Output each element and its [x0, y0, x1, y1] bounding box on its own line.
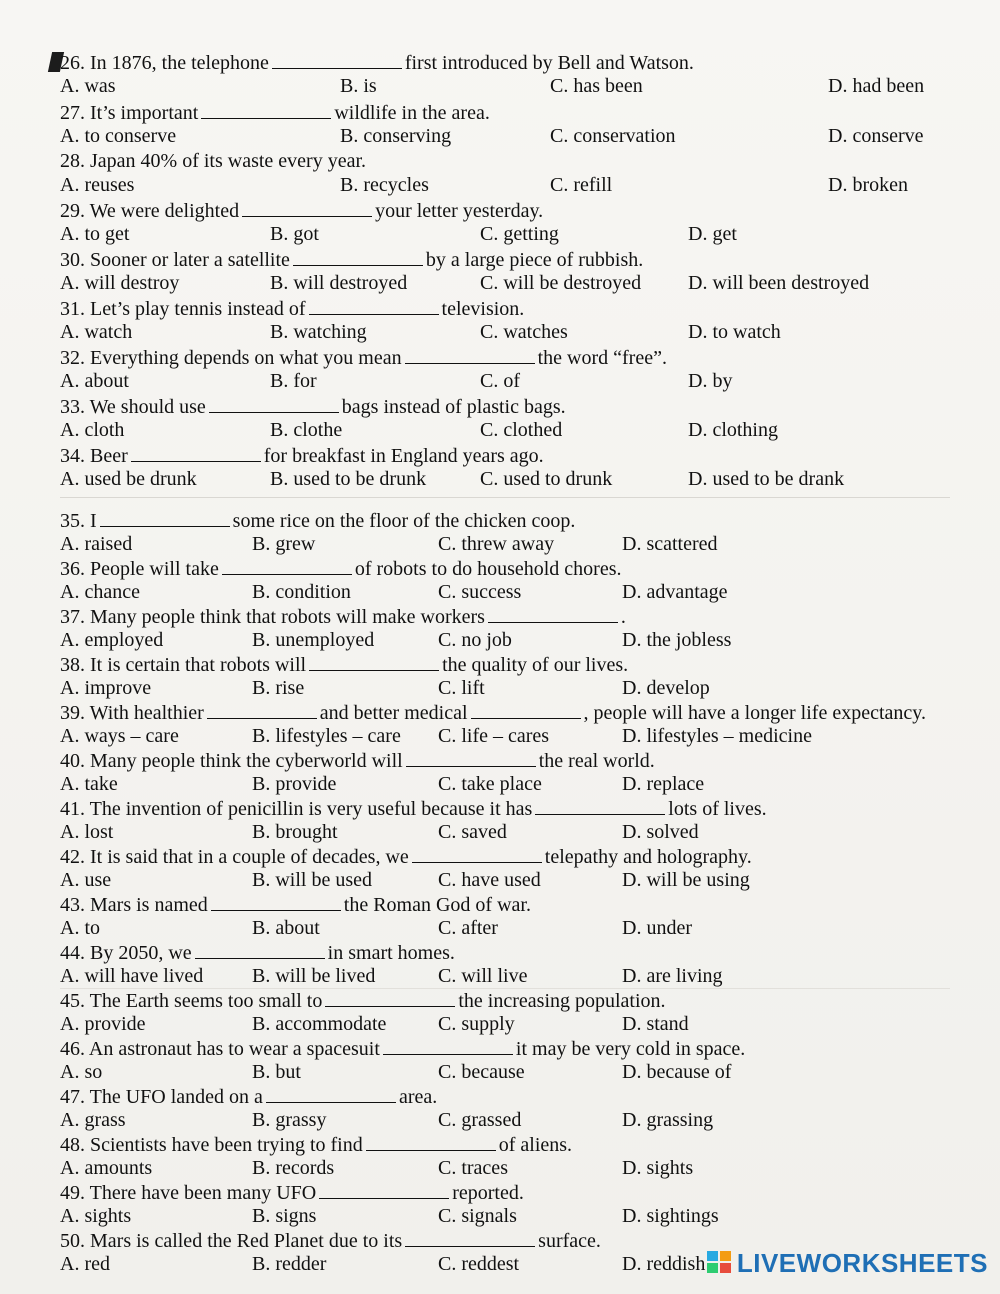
stem-text: 49. There have been many UFO — [60, 1182, 317, 1204]
answer-blank[interactable] — [319, 1180, 449, 1199]
stem-text: 29. We were delighted — [60, 200, 240, 222]
answer-blank[interactable] — [309, 296, 439, 315]
answer-option-b[interactable]: B. recycles — [340, 174, 429, 196]
question-stem — [60, 1228, 601, 1252]
answer-option-a[interactable]: A. provide — [60, 1013, 146, 1035]
answer-blank[interactable] — [201, 100, 331, 119]
answer-blank[interactable] — [405, 345, 535, 364]
answer-blank[interactable] — [488, 604, 618, 623]
stem-text: for breakfast in England years ago. — [263, 445, 544, 467]
stem-text: 46. An astronaut has to wear a spacesuit — [60, 1038, 380, 1060]
answer-option-d[interactable]: D. advantage — [622, 581, 728, 603]
answer-option-b[interactable]: B. provide — [252, 773, 337, 795]
question-stem — [60, 1084, 437, 1108]
answer-option-d[interactable]: D. clothing — [688, 419, 778, 441]
question-stem — [60, 988, 666, 1012]
answer-option-c[interactable]: C. conservation — [550, 125, 676, 147]
answer-option-a[interactable]: A. was — [60, 75, 116, 97]
answer-option-a[interactable]: A. take — [60, 773, 118, 795]
stem-text: 35. I — [60, 510, 97, 532]
answer-option-b[interactable]: B. will be used — [252, 869, 372, 891]
question-item — [60, 844, 990, 892]
answer-option-c[interactable]: C. take place — [438, 773, 542, 795]
question-stem — [60, 556, 622, 580]
question-stem — [60, 1180, 524, 1204]
question-item — [60, 296, 990, 344]
stem-text: 31. Let’s play tennis instead of — [60, 298, 306, 320]
answer-option-b[interactable]: B. accommodate — [252, 1013, 387, 1035]
stem-text: the word “free”. — [537, 347, 667, 369]
stem-text: in smart homes. — [327, 942, 455, 964]
stem-text: your letter yesterday. — [375, 200, 544, 222]
answer-option-b[interactable]: B. watching — [270, 321, 367, 343]
question-item — [60, 345, 990, 393]
stem-text: 45. The Earth seems too small to — [60, 990, 323, 1012]
stem-text: 33. We should use — [60, 396, 206, 418]
question-item — [60, 1132, 990, 1180]
question-item — [60, 247, 990, 295]
stem-text: 32. Everything depends on what you mean — [60, 347, 402, 369]
answer-blank[interactable] — [222, 556, 352, 575]
question-stem — [60, 345, 667, 369]
answer-option-b[interactable]: B. will be lived — [252, 965, 376, 987]
answer-option-b[interactable]: B. signs — [252, 1205, 317, 1227]
question-item — [60, 604, 990, 652]
question-stem — [60, 443, 544, 467]
stem-text: the increasing population. — [458, 990, 666, 1012]
answer-option-c[interactable]: C. watches — [480, 321, 568, 343]
answer-blank[interactable] — [242, 198, 372, 217]
answer-option-b[interactable]: B. will destroyed — [270, 272, 408, 294]
question-item — [60, 1084, 990, 1132]
question-item — [60, 652, 990, 700]
stem-text: . — [620, 606, 626, 628]
answer-option-a[interactable]: A. raised — [60, 533, 133, 555]
answer-option-a[interactable]: A. lost — [60, 821, 114, 843]
answer-blank[interactable] — [195, 940, 325, 959]
question-item — [60, 988, 990, 1036]
stem-text: reported. — [452, 1182, 524, 1204]
answer-option-a[interactable]: A. to — [60, 917, 100, 939]
answer-option-d[interactable]: D. to watch — [688, 321, 781, 343]
answer-option-d[interactable]: D. scattered — [622, 533, 718, 555]
answer-option-c[interactable]: C. getting — [480, 223, 559, 245]
answer-option-d[interactable]: D. get — [688, 223, 737, 245]
answer-option-b[interactable]: B. but — [252, 1061, 301, 1083]
answer-blank[interactable] — [405, 1228, 535, 1247]
answer-option-b[interactable]: B. used to be drunk — [270, 468, 427, 490]
answer-option-a[interactable]: A. used be drunk — [60, 468, 197, 490]
question-item — [60, 940, 990, 988]
question-stem — [60, 100, 490, 124]
answer-option-a[interactable]: A. to get — [60, 223, 130, 245]
answer-option-b[interactable]: B. condition — [252, 581, 351, 603]
stem-text: area. — [398, 1086, 438, 1108]
stem-text: 50. Mars is called the Red Planet due to its — [60, 1230, 403, 1252]
answer-blank[interactable] — [211, 892, 341, 911]
stem-text: bags instead of plastic bags. — [341, 396, 566, 418]
answer-blank[interactable] — [325, 988, 455, 1007]
answer-option-d[interactable]: D. will been destroyed — [688, 272, 870, 294]
question-item — [60, 508, 990, 556]
question-stem — [60, 748, 655, 772]
question-stem — [60, 198, 543, 222]
stem-text: the quality of our lives. — [442, 654, 629, 676]
question-stem — [60, 604, 626, 628]
answer-option-c[interactable]: C. traces — [438, 1157, 508, 1179]
answer-option-d[interactable]: D. because of — [622, 1061, 732, 1083]
stem-text: the Roman God of war. — [343, 894, 531, 916]
answer-option-b[interactable]: B. grassy — [252, 1109, 327, 1131]
answer-option-a[interactable]: A. employed — [60, 629, 164, 651]
question-item — [60, 700, 990, 748]
question-stem — [60, 296, 524, 320]
answer-option-c[interactable]: C. success — [438, 581, 522, 603]
question-stem — [60, 652, 628, 676]
answer-option-a[interactable]: A. so — [60, 1061, 103, 1083]
answer-option-d[interactable]: D. sightings — [622, 1205, 719, 1227]
stem-text: 37. Many people think that robots will make workers — [60, 606, 485, 628]
answer-blank[interactable] — [293, 247, 423, 266]
answer-option-a[interactable]: A. to conserve — [60, 125, 177, 147]
answer-option-a[interactable]: A. ways – care — [60, 725, 179, 747]
answer-option-c[interactable]: C. threw away — [438, 533, 555, 555]
answer-option-c[interactable]: C. after — [438, 917, 498, 939]
answer-option-c[interactable]: C. supply — [438, 1013, 515, 1035]
answer-option-d[interactable]: D. by — [688, 370, 733, 392]
answer-blank[interactable] — [100, 508, 230, 527]
question-item — [60, 556, 990, 604]
answer-option-c[interactable]: C. signals — [438, 1205, 517, 1227]
answer-option-d[interactable]: D. sights — [622, 1157, 694, 1179]
answer-option-c[interactable]: C. saved — [438, 821, 507, 843]
answer-option-a[interactable]: A. will destroy — [60, 272, 180, 294]
stem-text: some rice on the floor of the chicken coop. — [232, 510, 576, 532]
stem-text: wildlife in the area. — [334, 102, 490, 124]
question-item — [60, 394, 990, 442]
answer-option-b[interactable]: B. lifestyles – care — [252, 725, 401, 747]
answer-option-b[interactable]: B. rise — [252, 677, 305, 699]
answer-option-a[interactable]: A. use — [60, 869, 112, 891]
stem-text: 48. Scientists have been trying to find — [60, 1134, 363, 1156]
stem-text: , people will have a longer life expectancy. — [583, 702, 926, 724]
stem-text: the real world. — [538, 750, 655, 772]
question-item — [60, 100, 990, 148]
stem-text: television. — [441, 298, 525, 320]
answer-blank[interactable] — [366, 1132, 496, 1151]
answer-blank[interactable] — [406, 748, 536, 767]
stem-text: surface. — [538, 1230, 601, 1252]
question-stem — [60, 844, 752, 868]
logo-text: LIVEWORKSHEETS — [736, 1247, 988, 1278]
answer-option-b[interactable]: B. brought — [252, 821, 338, 843]
stem-text: 38. It is certain that robots will — [60, 654, 307, 676]
answer-option-d[interactable]: D. reddish — [622, 1253, 706, 1275]
answer-option-c[interactable]: C. have used — [438, 869, 541, 891]
stem-text: 36. People will take — [60, 558, 219, 580]
question-stem — [60, 1036, 745, 1060]
answer-option-d[interactable]: D. are living — [622, 965, 723, 987]
answer-option-a[interactable]: A. reuses — [60, 174, 135, 196]
answer-option-b[interactable]: B. is — [340, 75, 377, 97]
stem-text: 30. Sooner or later a satellite — [60, 249, 290, 271]
answer-option-a[interactable]: A. sights — [60, 1205, 132, 1227]
stem-text: 43. Mars is named — [60, 894, 208, 916]
question-stem — [60, 149, 366, 173]
answer-option-d[interactable]: D. stand — [622, 1013, 689, 1035]
answer-option-c[interactable]: C. will be destroyed — [480, 272, 642, 294]
liveworksheets-logo — [707, 1248, 988, 1278]
answer-blank[interactable] — [309, 652, 439, 671]
stem-text: of aliens. — [498, 1134, 573, 1156]
question-item — [60, 748, 990, 796]
answer-option-d[interactable]: D. solved — [622, 821, 699, 843]
stem-text: 40. Many people think the cyberworld will — [60, 750, 403, 772]
answer-option-d[interactable]: D. under — [622, 917, 692, 939]
answer-option-d[interactable]: D. broken — [828, 174, 908, 196]
answer-blank[interactable] — [209, 394, 339, 413]
answer-option-a[interactable]: A. will have lived — [60, 965, 204, 987]
stem-text: lots of lives. — [668, 798, 767, 820]
stem-text: it may be very cold in space. — [515, 1038, 746, 1060]
question-stem — [60, 1132, 572, 1156]
answer-option-d[interactable]: D. the jobless — [622, 629, 732, 651]
answer-option-d[interactable]: D. will be using — [622, 869, 750, 891]
question-item — [60, 892, 990, 940]
stem-text: 42. It is said that in a couple of decades, we — [60, 846, 409, 868]
answer-option-a[interactable]: A. amounts — [60, 1157, 153, 1179]
question-stem — [60, 700, 926, 724]
answer-option-b[interactable]: B. got — [270, 223, 319, 245]
answer-option-a[interactable]: A. improve — [60, 677, 152, 699]
answer-option-a[interactable]: A. grass — [60, 1109, 126, 1131]
answer-option-d[interactable]: D. had been — [828, 75, 925, 97]
answer-option-a[interactable]: A. about — [60, 370, 129, 392]
stem-text: of robots to do household chores. — [354, 558, 622, 580]
question-item — [60, 1180, 990, 1228]
answer-option-c[interactable]: C. refill — [550, 174, 613, 196]
stem-text: 26. In 1876, the telephone — [60, 52, 269, 74]
question-stem — [60, 940, 455, 964]
answer-option-d[interactable]: D. grassing — [622, 1109, 714, 1131]
question-item — [60, 796, 990, 844]
answer-option-c[interactable]: C. clothed — [480, 419, 563, 441]
answer-option-b[interactable]: B. unemployed — [252, 629, 375, 651]
stem-text: by a large piece of rubbish. — [425, 249, 644, 271]
answer-blank[interactable] — [383, 1036, 513, 1055]
answer-blank[interactable] — [131, 443, 261, 462]
answer-option-d[interactable]: D. lifestyles – medicine — [622, 725, 812, 747]
answer-option-c[interactable]: C. reddest — [438, 1253, 520, 1275]
question-stem — [60, 892, 531, 916]
answer-option-b[interactable]: B. about — [252, 917, 320, 939]
stem-text: telepathy and holography. — [544, 846, 752, 868]
stem-text: 44. By 2050, we — [60, 942, 192, 964]
stem-text: and better medical — [319, 702, 468, 724]
question-item — [60, 443, 990, 491]
answer-option-a[interactable]: A. cloth — [60, 419, 125, 441]
answer-option-c[interactable]: C. no job — [438, 629, 512, 651]
question-stem — [60, 508, 575, 532]
answer-option-c[interactable]: C. lift — [438, 677, 485, 699]
answer-option-c[interactable]: C. grassed — [438, 1109, 522, 1131]
answer-blank[interactable] — [535, 796, 665, 815]
answer-option-c[interactable]: C. of — [480, 370, 520, 392]
answer-option-a[interactable]: A. watch — [60, 321, 133, 343]
answer-option-c[interactable]: C. has been — [550, 75, 643, 97]
answer-option-a[interactable]: A. chance — [60, 581, 140, 603]
answer-blank[interactable] — [272, 50, 402, 69]
answer-option-d[interactable]: D. replace — [622, 773, 705, 795]
answer-option-c[interactable]: C. life – cares — [438, 725, 550, 747]
stem-text: 34. Beer — [60, 445, 128, 467]
stem-text: 47. The UFO landed on a — [60, 1086, 263, 1108]
answer-option-a[interactable]: A. red — [60, 1253, 110, 1275]
answer-option-b[interactable]: B. records — [252, 1157, 335, 1179]
liveworksheets-logo-icon — [707, 1251, 733, 1275]
answer-option-b[interactable]: B. redder — [252, 1253, 327, 1275]
answer-blank[interactable] — [266, 1084, 396, 1103]
answer-blank[interactable] — [471, 700, 581, 719]
section-divider — [60, 497, 950, 498]
answer-blank[interactable] — [412, 844, 542, 863]
question-item — [60, 198, 990, 246]
answer-option-c[interactable]: C. will live — [438, 965, 528, 987]
answer-option-c[interactable]: C. used to drunk — [480, 468, 613, 490]
question-stem — [60, 247, 643, 271]
answer-option-b[interactable]: B. grew — [252, 533, 316, 555]
stem-text: 28. Japan 40% of its waste every year. — [60, 150, 367, 172]
stem-text: 41. The invention of penicillin is very useful because it has — [60, 798, 533, 820]
question-stem — [60, 796, 767, 820]
question-item — [60, 50, 990, 98]
answer-option-d[interactable]: D. develop — [622, 677, 710, 699]
answer-option-d[interactable]: D. used to be drank — [688, 468, 845, 490]
answer-option-c[interactable]: C. because — [438, 1061, 525, 1083]
answer-option-b[interactable]: B. clothe — [270, 419, 343, 441]
answer-option-d[interactable]: D. conserve — [828, 125, 924, 147]
stem-text: 39. With healthier — [60, 702, 204, 724]
answer-blank[interactable] — [207, 700, 317, 719]
question-stem — [60, 394, 566, 418]
question-item — [60, 1036, 990, 1084]
answer-option-b[interactable]: B. conserving — [340, 125, 452, 147]
answer-option-b[interactable]: B. for — [270, 370, 317, 392]
stem-text: 27. It’s important — [60, 102, 199, 124]
question-stem — [60, 50, 694, 74]
stem-text: first introduced by Bell and Watson. — [404, 52, 694, 74]
question-item — [60, 149, 990, 197]
